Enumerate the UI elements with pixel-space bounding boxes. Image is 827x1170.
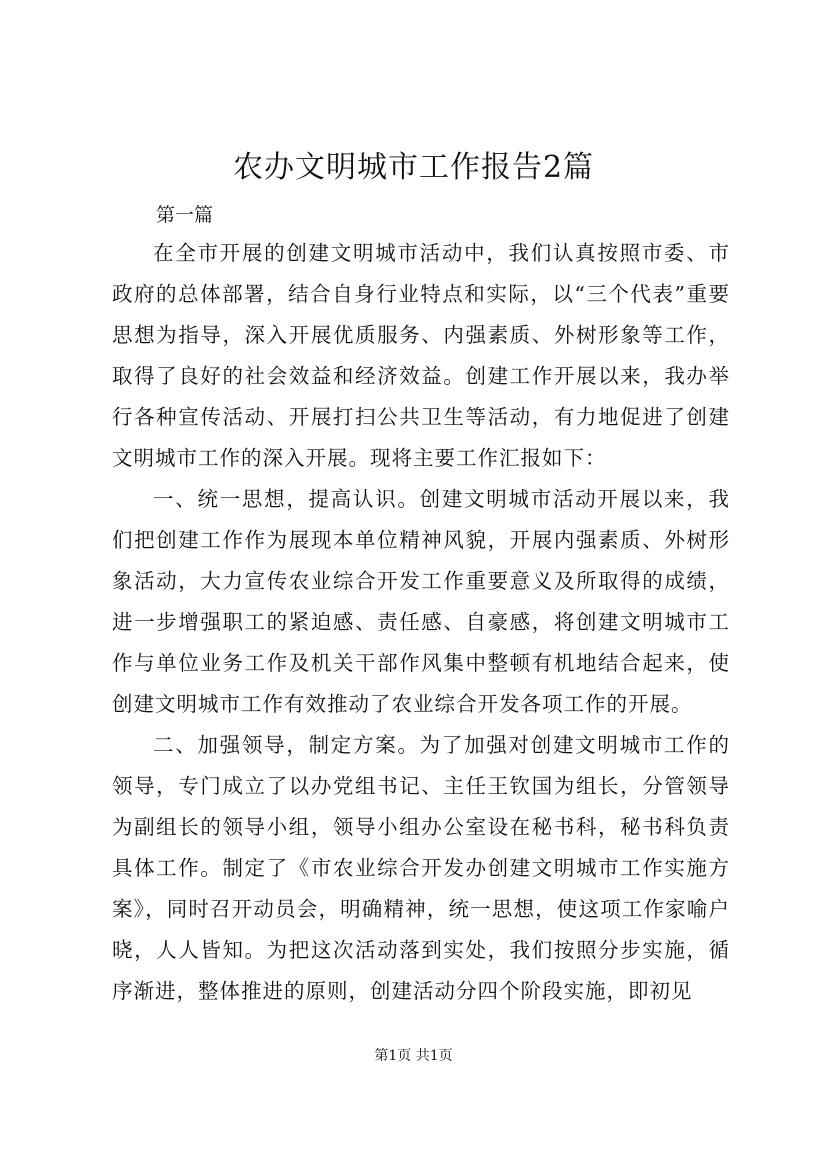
section-label: 第一篇 [156, 204, 214, 226]
document-body [112, 197, 730, 1012]
paragraph-unify-thinking: 一、统一思想，提高认识。创建文明城市活动开展以来，我们把创建工作作为展现本单位精神风貌，开展内强素质、外树形象活动，大力宣传农业综合开发工作重要意义及所取得的成绩，进一步增强职工的紧迫感、责任感、自豪感，将创建文明城市工作与单位业务工作及机关干部作风集中整顿有机地结合起来，使创建文明城市工作有效推动了农业综合开发各项工作的开展。 [112, 487, 730, 716]
paragraph-intro: 在全市开展的创建文明城市活动中，我们认真按照市委、市政府的总体部署，结合自身行业特点和实际，以“三个代表”重要思想为指导，深入开展优质服务、内强素质、外树形象等工作，取得了良好的社会效益和经济效益。创建工作开展以来，我办举行各种宣传活动、开展打扫公共卫生等活动，有力地促进了创建文明城市工作的深入开展。现将主要工作汇报如下： [112, 241, 730, 470]
document-title: 农办文明城市工作报告2篇 [232, 150, 595, 185]
page-footer: 第1页 共1页 [374, 1048, 453, 1064]
paragraph-strengthen-leadership: 二、加强领导，制定方案。为了加强对创建文明城市工作的领导，专门成立了以办党组书记、主任王钦国为组长，分管领导为副组长的领导小组，领导小组办公室设在秘书科，秘书科负责具体工作。制定了《市农业综合开发办创建文明城市工作实施方案》，同时召开动员会，明确精神，统一思想，使这项工作家喻户晓，人人皆知。为把这次活动落到实处，我们按照分步实施，循序渐进，整体推进的原则，创建活动分四个阶段实施，即初见 [112, 733, 730, 1003]
